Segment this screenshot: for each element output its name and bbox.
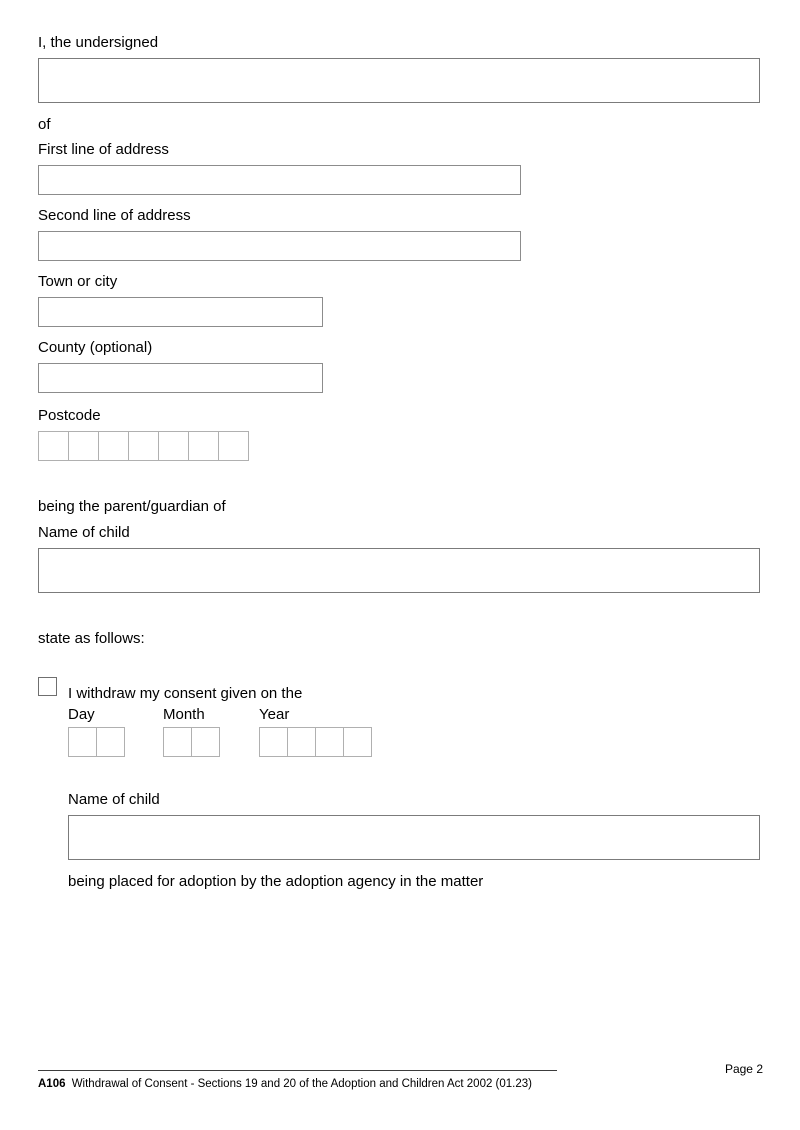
postcode-boxes [38,431,760,461]
postcode-label: Postcode [38,407,101,424]
day-label: Day [68,706,95,723]
withdraw-child-name-input[interactable] [68,815,760,860]
year-label: Year [259,706,290,723]
first-line-address-label: First line of address [38,141,169,158]
town-or-city-input[interactable] [38,297,323,327]
parent-guardian-label: being the parent/guardian of [38,498,226,515]
year-boxes [259,727,372,757]
day-char-box[interactable] [96,727,125,757]
postcode-char-box[interactable] [218,431,249,461]
child-name-input[interactable] [38,548,760,593]
year-char-box[interactable] [343,727,372,757]
of-label: of [38,116,51,133]
withdraw-consent-row [38,677,760,703]
county-label: County (optional) [38,339,153,356]
withdraw-consent-checkbox[interactable] [38,677,57,696]
month-char-box[interactable] [163,727,192,757]
placed-for-adoption-label: being placed for adoption by the adoption agency in the matter [68,873,484,890]
postcode-char-box[interactable] [128,431,159,461]
postcode-char-box[interactable] [38,431,69,461]
second-line-address-label: Second line of address [38,207,191,224]
footer-divider [38,1070,557,1071]
day-char-box[interactable] [68,727,97,757]
postcode-char-box[interactable] [98,431,129,461]
footer-text [38,1077,532,1092]
state-as-follows-label: state as follows: [38,630,145,647]
postcode-char-box[interactable] [158,431,189,461]
withdraw-child-name-label: Name of child [68,791,160,808]
year-char-box[interactable] [315,727,344,757]
withdraw-consent-label: I withdraw my consent given on the [68,685,303,702]
undersigned-input[interactable] [38,58,760,103]
postcode-char-box[interactable] [188,431,219,461]
first-line-address-input[interactable] [38,165,521,195]
county-input[interactable] [38,363,323,393]
day-boxes [68,727,125,757]
town-or-city-label: Town or city [38,273,118,290]
child-name-label: Name of child [38,524,130,541]
footer-form-code: A106 [38,1078,66,1090]
footer-form-title: Withdrawal of Consent - Sections 19 and 20 of the Adoption and Children Act 2002 (01.23) [71,1078,532,1090]
day-group [68,706,125,757]
year-char-box[interactable] [287,727,316,757]
second-line-address-input[interactable] [38,231,521,261]
month-group [163,706,220,757]
year-group [259,706,372,757]
month-char-box[interactable] [191,727,220,757]
page-number: Page 2 [724,1062,763,1076]
year-char-box[interactable] [259,727,288,757]
consent-date-group [68,706,760,757]
postcode-char-box[interactable] [68,431,99,461]
month-label: Month [163,706,205,723]
month-boxes [163,727,220,757]
undersigned-label: I, the undersigned [38,34,159,51]
